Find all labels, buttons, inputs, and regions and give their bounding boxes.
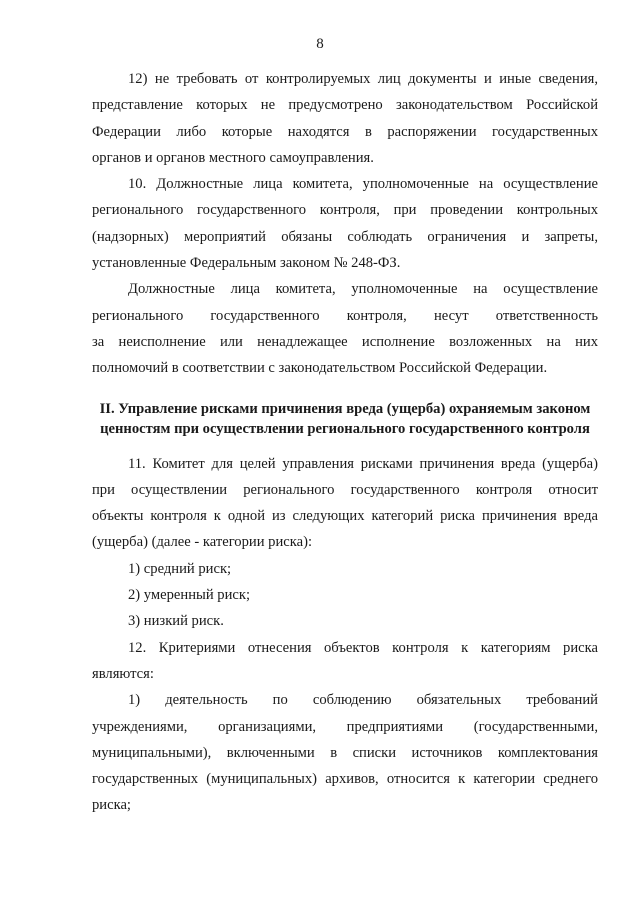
text-line: являются: <box>92 665 154 682</box>
paragraph-responsibility <box>92 276 598 381</box>
list-item-risk-moderate <box>92 582 598 608</box>
text-line: установленные Федеральным законом № 248-ФЗ. <box>92 255 401 272</box>
text-line: органов и органов местного самоуправления. <box>92 149 374 166</box>
spacer <box>92 382 598 399</box>
text-line: Должностные лица комитета, уполномоченные на осуществление <box>128 281 598 298</box>
text-line: Федерации либо которые находятся в распоряжении государственных <box>92 123 598 140</box>
text-line: полномочий в соответствии с законодательством Российской Федерации. <box>92 360 548 377</box>
text-line: за неисполнение или ненадлежащее исполнение возложенных на них <box>92 333 598 350</box>
section-heading-line: II. Управление рисками причинения вреда (ущерба) охраняемым законом <box>99 400 591 417</box>
list-item-risk-medium <box>92 556 598 582</box>
text-line: регионального государственного контроля, несут ответственность <box>92 307 598 324</box>
text-line: 12) не требовать от контролируемых лиц документы и иные сведения, <box>128 71 598 87</box>
text-line: 1) деятельность по соблюдению обязательных требований <box>128 692 598 709</box>
text-line: объекты контроля к одной из следующих категорий риска причинения вреда <box>92 508 598 525</box>
text-line: регионального государственного контроля, при проведении контрольных <box>92 202 598 219</box>
text-line: 2) умеренный риск; <box>128 587 251 604</box>
text-line: (ущерба) (далее - категории риска): <box>92 534 313 551</box>
text-line: (надзорных) мероприятий обязаны соблюдать ограничения и запреты, <box>92 228 598 245</box>
page-number: 8 <box>316 36 324 52</box>
text-line: 1) средний риск; <box>128 560 232 577</box>
text-line: риска; <box>92 797 131 814</box>
paragraph-criteria-1 <box>92 687 598 818</box>
text-line: муниципальными), включенными в списки источников комплектования <box>92 744 598 761</box>
spacer <box>92 439 598 451</box>
section-heading <box>92 399 598 439</box>
paragraph-item-12-criteria <box>92 635 598 688</box>
text-line: учреждениями, организациями, предприятиями (государственными, <box>92 718 598 735</box>
text-line: представление которых не предусмотрено законодательством Российской <box>92 97 598 114</box>
paragraph-item-11 <box>92 451 598 556</box>
section-heading-line: ценностям при осуществлении регионального государственного контроля <box>100 420 590 437</box>
text-line: государственных (муниципальных) архивов, относится к категории среднего <box>92 771 598 788</box>
paragraph-item-12 <box>92 66 598 171</box>
list-item-risk-low <box>92 608 598 634</box>
text-line: 11. Комитет для целей управления рисками причинения вреда (ущерба) <box>128 455 598 472</box>
text-line: 3) низкий риск. <box>128 613 224 630</box>
text-line: 12. Критериями отнесения объектов контроля к категориям риска <box>128 639 598 656</box>
document-body <box>92 66 598 819</box>
text-line: при осуществлении регионального государственного контроля относит <box>92 481 598 498</box>
paragraph-item-10 <box>92 171 598 276</box>
text-line: 10. Должностные лица комитета, уполномоченные на осуществление <box>128 176 598 193</box>
